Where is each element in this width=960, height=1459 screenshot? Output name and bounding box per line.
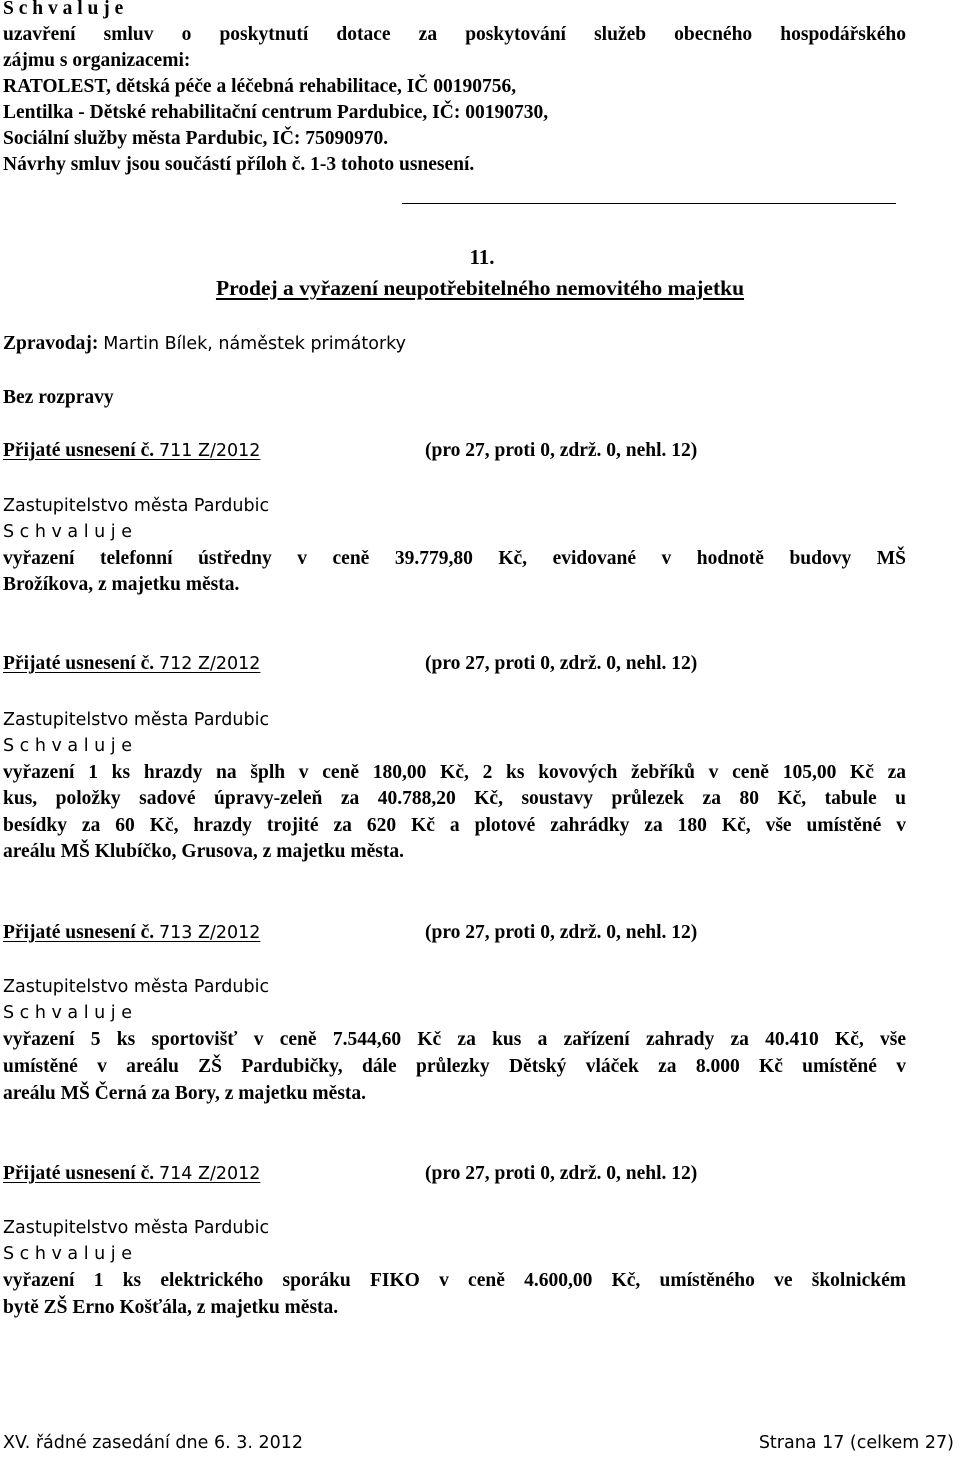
top-text-line-5: Sociální služby města Pardubic, IČ: 75090970. <box>3 128 389 149</box>
resolution-text-line: Brožíkova, z majetku města. <box>3 574 240 595</box>
resolution-heading <box>3 1161 260 1187</box>
resolution-number: 712 Z/2012 <box>158 654 261 674</box>
vote-result: (pro 27, proti 0, zdrž. 0, nehl. 12) <box>425 1163 698 1184</box>
reporter-row <box>3 331 406 357</box>
resolution-heading-prefix: Přijaté usnesení č. <box>3 1163 159 1184</box>
resolution-text-line: areálu MŠ Klubíčko, Grusova, z majetku města. <box>3 841 405 862</box>
resolution-heading-prefix: Přijaté usnesení č. <box>3 653 159 674</box>
footer-page-number: Strana 17 (celkem 27) <box>758 1433 954 1453</box>
reporter-name: Martin Bílek, náměstek primátorky <box>103 334 407 354</box>
resolution-number: 713 Z/2012 <box>158 923 261 943</box>
footer-meeting-date: XV. řádné zasedání dne 6. 3. 2012 <box>3 1433 304 1453</box>
top-text-line-4: Lentilka - Dětské rehabilitační centrum Pardubice, IČ: 00190730, <box>3 102 549 123</box>
council-name: Zastupitelstvo města Pardubic <box>3 1218 270 1238</box>
top-text-line-6: Návrhy smluv jsou součástí příloh č. 1-3 tohoto usnesení. <box>3 154 475 175</box>
council-name: Zastupitelstvo města Pardubic <box>3 496 270 516</box>
approves-label: S c h v a l u j e <box>3 1003 132 1023</box>
resolution-text-line: vyřazení 5 ks sportovišť v ceně 7.544,60 Kč za kus a zařízení zahrady za 40.410 Kč, vše <box>3 1029 906 1050</box>
resolution-heading <box>3 920 260 946</box>
resolution-text-line: umístěné v areálu ZŠ Pardubičky, dále průlezky Dětský vláček za 8.000 Kč umístěné v <box>3 1056 906 1077</box>
resolution-text-line: besídky za 60 Kč, hrazdy trojité za 620 Kč a plotové zahrádky za 180 Kč, vše umístěné v <box>3 815 906 836</box>
vote-result: (pro 27, proti 0, zdrž. 0, nehl. 12) <box>425 440 698 461</box>
top-text-line-2: zájmu s organizacemi: <box>3 50 191 71</box>
top-text-line-1: uzavření smluv o poskytnutí dotace za poskytování služeb obecného hospodářského <box>3 24 906 45</box>
vote-result: (pro 27, proti 0, zdrž. 0, nehl. 12) <box>425 653 698 674</box>
top-text-line-3: RATOLEST, dětská péče a léčebná rehabilitace, IČ 00190756, <box>3 76 517 97</box>
resolution-heading <box>3 651 260 677</box>
debate-note: Bez rozpravy <box>3 387 114 408</box>
resolution-text-line: vyřazení telefonní ústředny v ceně 39.779,80 Kč, evidované v hodnotě budovy MŠ <box>3 548 906 569</box>
section-title: Prodej a vyřazení neupotřebitelného nemovitého majetku <box>215 276 745 300</box>
section-number: 11. <box>469 245 495 269</box>
approves-label: S c h v a l u j e <box>3 0 124 19</box>
resolution-heading <box>3 438 260 464</box>
resolution-text-line: vyřazení 1 ks elektrického sporáku FIKO v ceně 4.600,00 Kč, umístěného ve školnickém <box>3 1270 906 1291</box>
separator-line <box>402 203 896 204</box>
resolution-text-line: kus, položky sadové úpravy-zeleň za 40.788,20 Kč, soustavy průlezek za 80 Kč, tabule u <box>3 788 906 809</box>
approves-label: S c h v a l u j e <box>3 736 132 756</box>
council-name: Zastupitelstvo města Pardubic <box>3 710 270 730</box>
vote-result: (pro 27, proti 0, zdrž. 0, nehl. 12) <box>425 922 698 943</box>
council-name: Zastupitelstvo města Pardubic <box>3 977 270 997</box>
approves-label: S c h v a l u j e <box>3 1244 132 1264</box>
resolution-number: 711 Z/2012 <box>158 441 261 461</box>
approves-label: S c h v a l u j e <box>3 522 132 542</box>
resolution-text-line: vyřazení 1 ks hrazdy na šplh v ceně 180,00 Kč, 2 ks kovových žebříků v ceně 105,00 Kč za <box>3 762 906 783</box>
resolution-number: 714 Z/2012 <box>158 1164 261 1184</box>
resolution-heading-prefix: Přijaté usnesení č. <box>3 440 159 461</box>
reporter-label: Zpravodaj: <box>3 333 99 354</box>
resolution-heading-prefix: Přijaté usnesení č. <box>3 922 159 943</box>
resolution-text-line: bytě ZŠ Erno Košťála, z majetku města. <box>3 1297 339 1318</box>
resolution-text-line: areálu MŠ Černá za Bory, z majetku města. <box>3 1083 367 1104</box>
